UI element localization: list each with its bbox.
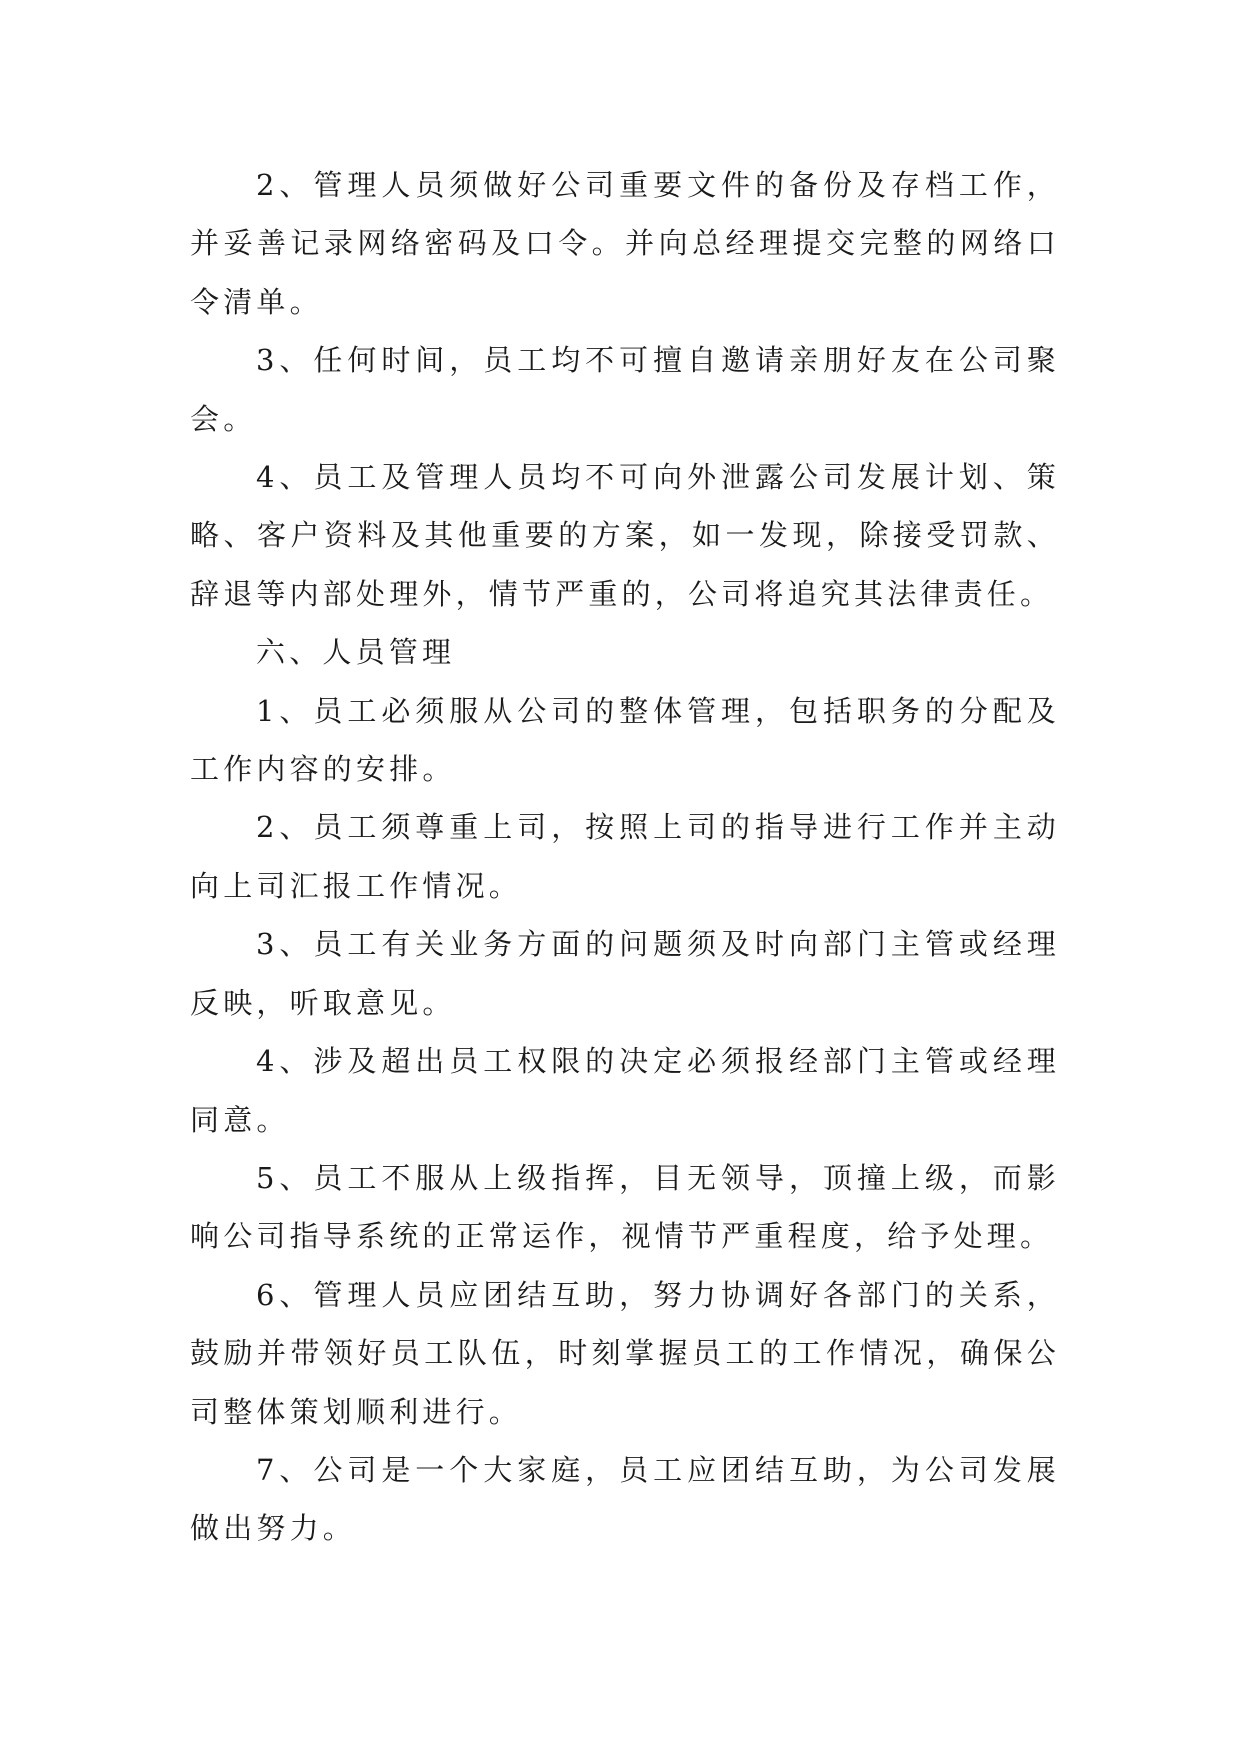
paragraph-item-6-managers-cooperate: 6、管理人员应团结互助，努力协调好各部门的关系，鼓励并带领好员工队伍，时刻掌握员工的工作情况，确保公司整体策划顺利进行。	[190, 1277, 1060, 1429]
paragraph-item-7-company-family: 7、公司是一个大家庭，员工应团结互助，为公司发展做出努力。	[190, 1452, 1060, 1546]
paragraph-item-5-insubordination: 5、员工不服从上级指挥，目无领导，顶撞上级，而影响公司指导系统的正常运作，视情节严重程度，给予处理。	[190, 1160, 1060, 1254]
paragraph-item-2-backup: 2、管理人员须做好公司重要文件的备份及存档工作，并妥善记录网络密码及口令。并向总经理提交完整的网络口令清单。	[190, 168, 1060, 319]
paragraph-item-4-confidentiality: 4、员工及管理人员均不可向外泄露公司发展计划、策略、客户资料及其他重要的方案，如一发现，除接受罚款、辞退等内部处理外，情节严重的，公司将追究其法律责任。	[190, 460, 1060, 611]
paragraph-item-3-report-issues: 3、员工有关业务方面的问题须及时向部门主管或经理反映，听取意见。	[190, 927, 1060, 1020]
paragraph-item-2-respect-superiors: 2、员工须尊重上司，按照上司的指导进行工作并主动向上司汇报工作情况。	[190, 810, 1060, 903]
paragraph-item-1-obey-management: 1、员工必须服从公司的整体管理，包括职务的分配及工作内容的安排。	[190, 693, 1060, 787]
paragraph-item-4-authority-limits: 4、涉及超出员工权限的决定必须报经部门主管或经理同意。	[190, 1044, 1060, 1137]
section-heading-personnel-management: 六、人员管理	[256, 635, 456, 670]
paragraph-item-3-no-gatherings: 3、任何时间，员工均不可擅自邀请亲朋好友在公司聚会。	[190, 343, 1060, 436]
document-body	[190, 156, 1060, 1558]
